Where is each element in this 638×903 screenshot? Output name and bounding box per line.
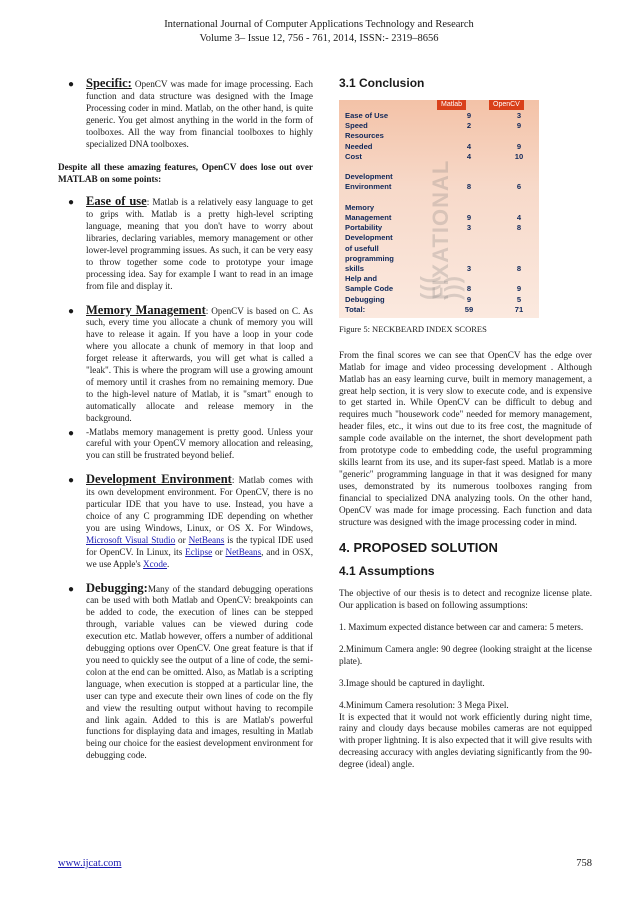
figure-row-label: Management xyxy=(345,212,392,222)
figure-row-opencv: 5 xyxy=(516,294,522,304)
conclusion-heading: 3.1 Conclusion xyxy=(339,76,425,90)
eclipse-link[interactable]: Eclipse xyxy=(185,546,213,557)
figure-row-opencv: 8 xyxy=(516,263,522,273)
bullet-text: or xyxy=(175,534,189,545)
assumption-1: 1. Maximum expected distance between car and camera: 5 meters. xyxy=(339,622,584,633)
figure-col-opencv: OpenCV xyxy=(489,100,524,110)
bullet-title: Memory Management xyxy=(86,302,206,317)
bullet-text: or xyxy=(212,546,226,557)
bullet-text: OpenCV was made for image processing. Each function and data structure was designed with the Image Processing coder in mind. Matlab, on the other hand, is quite generic. You get almost anything in the world in the form of toolboxes. All the way from financial toolboxes to highly specialized DNA toolboxes. xyxy=(86,79,314,149)
right-column xyxy=(339,78,592,781)
conclusion-paragraph: From the final scores we can see that OpenCV has the edge over Matlab for image and video processing development . Although Matlab has an easy learning curve, built in memory management, a great help section, it is very slow to execute code, and is expensive to get started in. While OpenCV can be difficult to debug and requires much "housework code" needed for memory management, header files, etc., it wins out due to its free cost, the magnitude of sample code available on the internet, the short development path from prototype code to embedding code, the useful programming skills learnt from its use, and its super-fast speed. Matlab is a more "generic" programming language in that it was designed for many uses, demonstrated by its numerous toolboxes ranging from financial to specialized DNA analyzing tools. On the other hand, OpenCV was made for image processing. Each function and data structure was designed with the image processing coder in mind. xyxy=(339,349,592,527)
bullet-icon: ● xyxy=(68,427,75,439)
figure-row-label: Environment xyxy=(345,182,392,192)
bullet-icon: ● xyxy=(68,197,75,209)
neckbeard-figure xyxy=(339,100,539,318)
figure-row-label: Cost xyxy=(345,151,362,161)
figure-row-matlab: 4 xyxy=(466,141,472,151)
bullet-title: Debugging: xyxy=(86,580,148,595)
bullet-text: Many of the standard debugging operations can be used with both Matlab and OpenCV: breakpoints can be added to code, the execution of lines can be stepped through, variable values can be viewed during code execution etc. Matlab however, offers a number of additional debugging options over OpenCV. One great feature is that if you need to quickly see the output of a line of code, the semi-colon at the end can be omitted. Also, as Matlab is a scripting language, when execution is stopped at a particular line, the user can type and execute their own lines of code on the fly and view the resulting output without having to recompile and link again. Added to this is are Matlab's powerful functions for displaying data and images, resulting in Matlab being our choice for the easiest development environment for debugging code. xyxy=(86,583,313,761)
figure-row-label: Speed xyxy=(345,121,368,131)
intro-text: Despite all these amazing features, OpenCV does lose out over MATLAB on some points: xyxy=(58,162,313,185)
figure-row-label: Help and xyxy=(345,274,378,284)
bullet-text: : OpenCV is based on C. As such, every time you allocate a chunk of memory you will have to release it again. If you have a loop in your code where you allocate a chunk of memory in that loop and forget release it afterwards, you will get what is called a "leak". This is where the program will use a growing amount of memory until it crashes from no remaining memory. Due to the high-level nature of Matlab, it is "smart" enough to automatically allocate and release memory in the background. xyxy=(86,305,313,423)
assumptions-note: It is expected that it would not work efficiently during night time, rainy and cloudy days because mobiles cameras are not equipped with proper lightning. It is also expected that it will give results with decreasing accuracy with angles deviating significantly from the 90-degree (ideal) angle. xyxy=(339,711,592,770)
journal-volume: Volume 3– Issue 12, 756 - 761, 2014, ISSN:- 2319–8656 xyxy=(199,33,439,44)
figure-row-matlab: 3 xyxy=(466,263,472,273)
figure-row-label: Debugging xyxy=(345,294,385,304)
xcode-link[interactable]: Xcode xyxy=(143,558,168,569)
figure-row-label: Ease of Use xyxy=(345,110,389,120)
figure-row-opencv: 9 xyxy=(516,284,522,294)
figure-watermark: ((( FIXATIONAL ))) xyxy=(416,159,465,300)
figure-row-opencv: 6 xyxy=(516,182,522,192)
figure-row-matlab: 4 xyxy=(466,151,472,161)
figure-col-matlab: Matlab xyxy=(437,100,466,110)
figure-row-matlab: 2 xyxy=(466,121,472,131)
figure-row-label: Memory xyxy=(345,202,375,212)
section-proposed-solution: 4. PROPOSED SOLUTION xyxy=(339,540,498,556)
bullet-icon: ● xyxy=(68,305,75,317)
figure-row-opencv: 9 xyxy=(516,141,522,151)
bullet-memory-note xyxy=(58,427,313,463)
figure-row-label: Sample Code xyxy=(345,284,394,294)
figure-row-label: Resources xyxy=(345,131,384,141)
bullet-memory-management xyxy=(58,302,313,425)
figure-row-label: skills xyxy=(345,263,364,273)
netbeans-link-2[interactable]: NetBeans xyxy=(225,546,262,557)
assumption-2: 2.Minimum Camera angle: 90 degree (looking straight at the license plate). xyxy=(339,643,592,666)
visual-studio-link[interactable]: Microsoft Visual Studio xyxy=(86,534,176,545)
assumption-4: 4.Minimum Camera resolution: 3 Mega Pixel. xyxy=(339,699,509,710)
figure-row-matlab: 8 xyxy=(466,182,472,192)
bullet-title: Development Environment xyxy=(86,472,232,487)
figure-row-label: of usefull xyxy=(345,243,379,253)
bullet-text: : Matlab comes with its own development environment. For OpenCV, there is no particular IDE that you have to use. Instead, you have a choice of any C programming IDE depending on whether you are using Windows, Linux, or OS X. For Windows, xyxy=(86,475,313,533)
figure-row-label: Development xyxy=(345,233,393,243)
journal-header xyxy=(0,18,638,46)
figure-row-opencv: 71 xyxy=(514,304,524,314)
figure-row-opencv: 4 xyxy=(516,212,522,222)
bullet-specific xyxy=(58,78,313,150)
figure-row-opencv: 3 xyxy=(516,110,522,120)
figure-row-label: Development xyxy=(345,172,393,182)
figure-row-matlab: 9 xyxy=(466,212,472,222)
bullet-title: Ease of use xyxy=(86,194,147,209)
figure-row-opencv: 10 xyxy=(514,151,524,161)
bullet-development-environment xyxy=(58,474,313,570)
page-footer xyxy=(58,858,592,869)
figure-row-opencv: 9 xyxy=(516,121,522,131)
bullet-text: is the typical IDE used for OpenCV. In Linux, its xyxy=(86,534,314,557)
bullet-debugging xyxy=(58,580,313,763)
bullet-text: . xyxy=(167,558,170,569)
journal-url-link[interactable]: www.ijcat.com xyxy=(58,858,122,869)
figure-row-label: Portability xyxy=(345,223,383,233)
journal-title: International Journal of Computer Applications Technology and Research xyxy=(164,19,474,30)
bullet-icon: ● xyxy=(68,79,75,90)
figure-row-matlab: 8 xyxy=(466,284,472,294)
figure-row-label: Total: xyxy=(345,304,366,314)
figure-caption: Figure 5: NECKBEARD INDEX SCORES xyxy=(339,323,487,334)
figure-row-opencv: 8 xyxy=(516,223,522,233)
figure-row-label: Needed xyxy=(345,141,373,151)
figure-row-matlab: 59 xyxy=(464,304,474,314)
figure-row-label: programming xyxy=(345,253,394,263)
bullet-text: , and in OSX, we use Apple's xyxy=(86,546,313,569)
figure-header xyxy=(339,100,539,110)
netbeans-link[interactable]: NetBeans xyxy=(188,534,225,545)
figure-row-matlab: 9 xyxy=(466,294,472,304)
section-assumptions: 4.1 Assumptions xyxy=(339,564,435,579)
bullet-text: -Matlabs memory management is pretty good. Unless your careful with your OpenCV memory allocation and releasing, you can still be frustrated beyond belief. xyxy=(86,426,313,461)
bullet-title: Specific: xyxy=(86,76,132,90)
figure-row-matlab: 9 xyxy=(466,110,472,120)
figure-row-matlab: 3 xyxy=(466,223,472,233)
assumptions-intro: The objective of our thesis is to detect and recognize license plate. Our application is based on following assumptions: xyxy=(339,588,592,611)
bullet-text: : Matlab is a relatively easy language to get to grips with. Matlab is a pretty high-level scripting language, meaning that you don't have to worry about libraries, declaring variables, memory management or other lower-level programming issues. As such, it can be very easy to throw together some code to prototype your image processing idea. Say for example I want to read in an image from file and display it. xyxy=(86,197,313,291)
assumption-3: 3.Image should be captured in daylight. xyxy=(339,677,485,688)
bullet-icon: ● xyxy=(68,475,75,487)
bullet-icon: ● xyxy=(68,583,75,595)
left-column xyxy=(58,78,313,774)
bullet-ease-of-use xyxy=(58,196,313,292)
page-number: 758 xyxy=(576,858,592,869)
